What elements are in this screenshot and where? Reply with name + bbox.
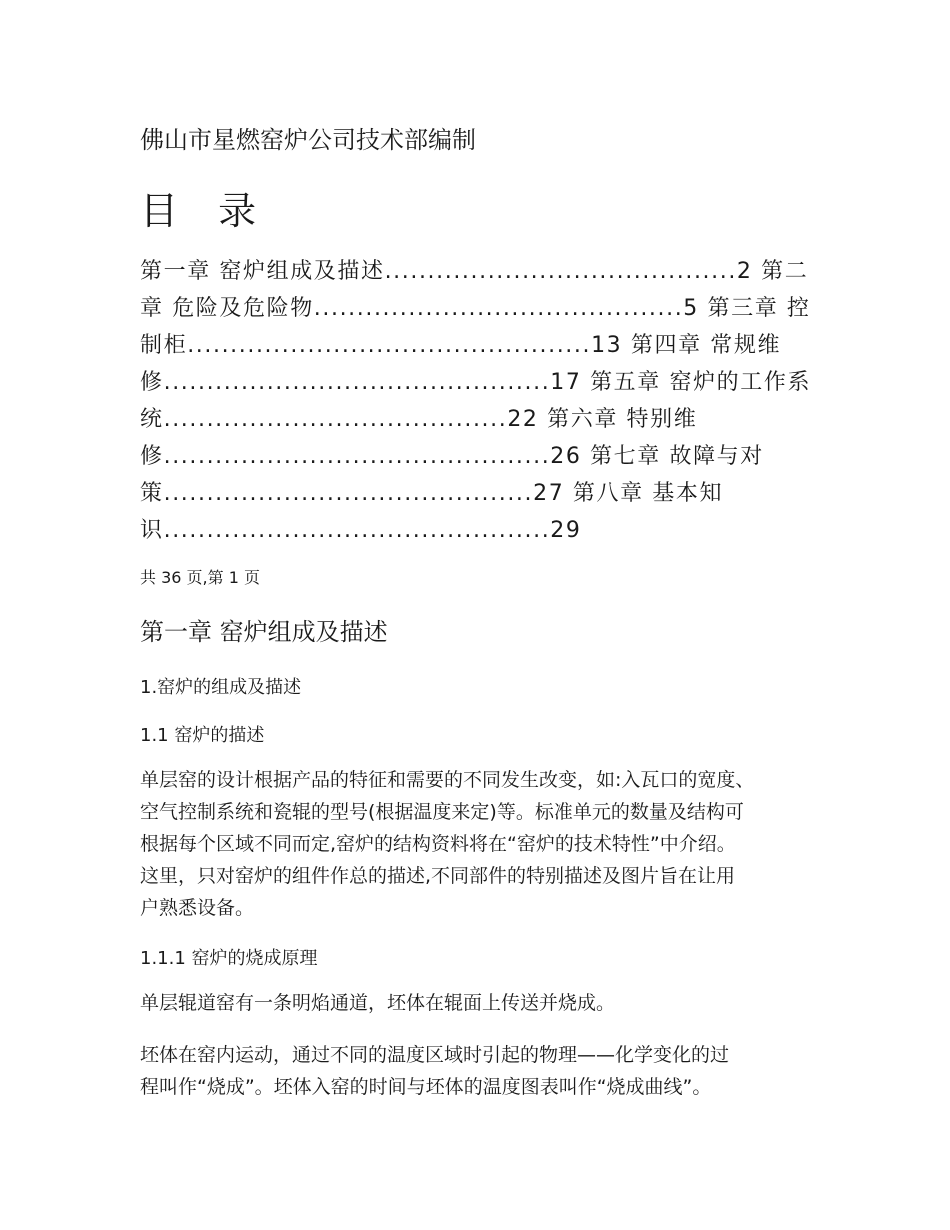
paragraph-line: 户熟悉设备。 <box>140 897 255 919</box>
paragraph-line: 根据每个区域不同而定,窑炉的结构资料将在“窑炉的技术特性”中介绍。 <box>140 833 736 855</box>
toc-title: 目 录 <box>140 189 271 233</box>
toc-line[interactable]: 策...........................................27 第八章 基本知 <box>140 481 724 506</box>
toc-line[interactable]: 修.............................................26 第七章 故障与对 <box>140 444 764 469</box>
paragraph-line: 程叫作“烧成”。坯体入窑的时间与坯体的温度图表叫作“烧成曲线”。 <box>140 1076 712 1098</box>
subsubsection-heading: 1.1.1 窑炉的烧成原理 <box>140 948 318 969</box>
subsection-heading: 1.1 窑炉的描述 <box>140 725 265 746</box>
paragraph-line: 坯体在窑内运动，通过不同的温度区域时引起的物理——化学变化的过 <box>140 1044 730 1066</box>
paragraph-line: 这里，只对窑炉的组件作总的描述,不同部件的特别描述及图片旨在让用 <box>140 865 736 887</box>
paragraph-line: 单层辊道窑有一条明焰通道，坯体在辊面上传送并烧成。 <box>140 992 616 1014</box>
toc-line[interactable]: 制柜...............................................13 第四章 常规维 <box>140 333 782 358</box>
toc-line[interactable]: 修.............................................17 第五章 窑炉的工作系 <box>140 370 812 395</box>
toc-line[interactable]: 识.............................................29 <box>140 518 582 543</box>
table-of-contents <box>140 253 820 549</box>
toc-line[interactable]: 统........................................22 第六章 特别维 <box>140 407 698 432</box>
paragraph-line: 空气控制系统和瓷辊的型号(根据温度来定)等。标准单元的数量及结构可 <box>140 801 744 823</box>
paragraph-line: 单层窑的设计根据产品的特征和需要的不同发生改变，如:入瓦口的宽度、 <box>140 769 755 791</box>
toc-line[interactable]: 章 危险及危险物...........................................5 第三章 控 <box>140 296 811 321</box>
toc-line[interactable]: 第一章 窑炉组成及描述.........................................2 第二 <box>140 259 809 284</box>
chapter-title: 第一章 窑炉组成及描述 <box>140 618 388 646</box>
section-heading: 1.窑炉的组成及描述 <box>140 677 302 698</box>
body-paragraph <box>140 1039 820 1103</box>
company-heading: 佛山市星燃窑炉公司技术部编制 <box>140 126 476 154</box>
body-paragraph <box>140 987 820 1019</box>
page-counter: 共 36 页,第 1 页 <box>140 568 260 587</box>
body-paragraph <box>140 764 820 924</box>
